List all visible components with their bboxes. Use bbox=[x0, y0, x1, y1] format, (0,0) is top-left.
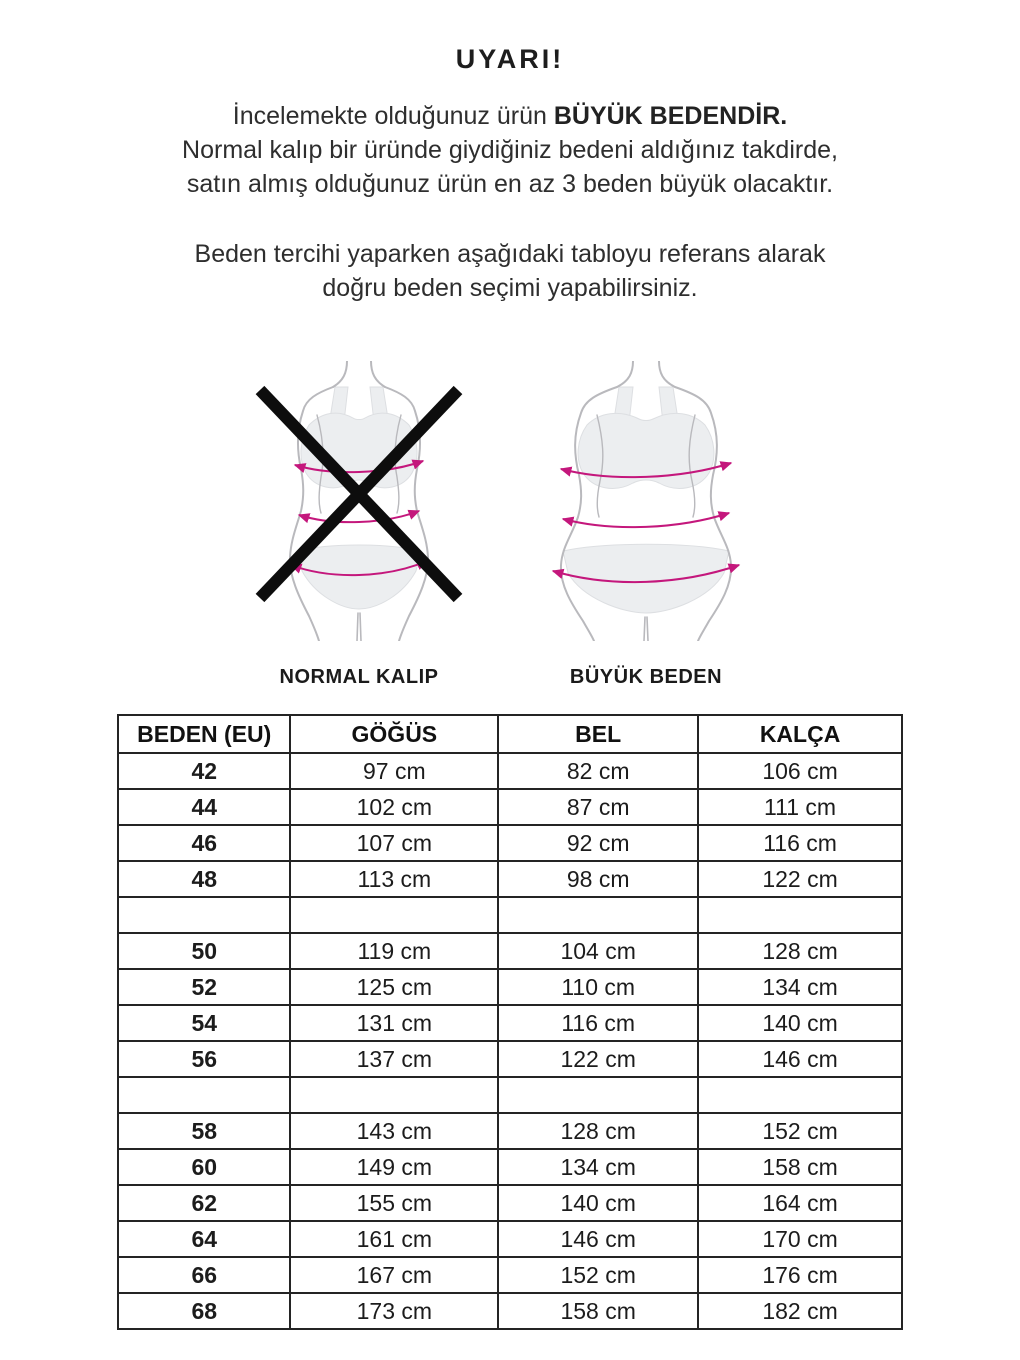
table-cell: 173 cm bbox=[290, 1293, 498, 1329]
table-row bbox=[118, 969, 902, 1005]
table-cell bbox=[498, 1077, 698, 1113]
table-cell: 56 bbox=[118, 1041, 290, 1077]
table-cell: 140 cm bbox=[698, 1005, 902, 1041]
table-cell: 42 bbox=[118, 753, 290, 789]
table-cell: 62 bbox=[118, 1185, 290, 1221]
table-cell: 131 cm bbox=[290, 1005, 498, 1041]
table-cell: 116 cm bbox=[498, 1005, 698, 1041]
table-row bbox=[118, 1149, 902, 1185]
table-cell: 167 cm bbox=[290, 1257, 498, 1293]
table-cell: 64 bbox=[118, 1221, 290, 1257]
table-cell: 106 cm bbox=[698, 753, 902, 789]
plus-size-figure-illustration bbox=[541, 361, 751, 646]
table-cell: 122 cm bbox=[698, 861, 902, 897]
table-cell: 140 cm bbox=[498, 1185, 698, 1221]
plus-size-column bbox=[541, 361, 751, 689]
table-cell: 46 bbox=[118, 825, 290, 861]
normal-fit-column bbox=[269, 361, 449, 689]
table-cell: 158 cm bbox=[498, 1293, 698, 1329]
table-cell: 164 cm bbox=[698, 1185, 902, 1221]
column-header: KALÇA bbox=[698, 715, 902, 753]
size-table-body bbox=[118, 753, 902, 1329]
table-row bbox=[118, 789, 902, 825]
table-row bbox=[118, 1221, 902, 1257]
table-cell: 104 cm bbox=[498, 933, 698, 969]
figure-comparison bbox=[0, 361, 1020, 687]
table-cell: 60 bbox=[118, 1149, 290, 1185]
table-cell: 97 cm bbox=[290, 753, 498, 789]
page-title: UYARI! bbox=[455, 44, 565, 74]
table-cell: 66 bbox=[118, 1257, 290, 1293]
table-cell bbox=[498, 897, 698, 933]
table-cell: 134 cm bbox=[498, 1149, 698, 1185]
table-cell: 58 bbox=[118, 1113, 290, 1149]
normal-fit-body-icon bbox=[269, 361, 449, 641]
table-row bbox=[118, 1293, 902, 1329]
table-row bbox=[118, 861, 902, 897]
intro-paragraph bbox=[0, 99, 1020, 201]
column-header: BEDEN (EU) bbox=[118, 715, 290, 753]
spacer-row bbox=[118, 897, 902, 933]
table-cell: 161 cm bbox=[290, 1221, 498, 1257]
table-cell: 52 bbox=[118, 969, 290, 1005]
column-header: GÖĞÜS bbox=[290, 715, 498, 753]
normal-fit-label: NORMAL KALIP bbox=[279, 666, 439, 688]
intro-line1-bold: BÜYÜK BEDENDİR. bbox=[553, 102, 788, 130]
table-cell bbox=[698, 1077, 902, 1113]
table-cell: 146 cm bbox=[698, 1041, 902, 1077]
size-table-header-row bbox=[118, 715, 902, 753]
spacer-row bbox=[118, 1077, 902, 1113]
table-row bbox=[118, 1113, 902, 1149]
table-cell: 149 cm bbox=[290, 1149, 498, 1185]
table-cell bbox=[290, 1077, 498, 1113]
intro-line2: Normal kalıp bir üründe giydiğiniz bedeni aldığınız takdirde, bbox=[182, 136, 838, 164]
table-row bbox=[118, 825, 902, 861]
normal-fit-figure-illustration bbox=[269, 361, 449, 646]
table-cell: 128 cm bbox=[498, 1113, 698, 1149]
table-cell: 152 cm bbox=[498, 1257, 698, 1293]
intro-line1-normal: İncelemekte olduğunuz ürün bbox=[232, 102, 554, 130]
table-cell: 92 cm bbox=[498, 825, 698, 861]
table-row bbox=[118, 1041, 902, 1077]
table-cell: 54 bbox=[118, 1005, 290, 1041]
table-cell: 137 cm bbox=[290, 1041, 498, 1077]
size-table-section bbox=[0, 714, 1020, 1330]
table-row bbox=[118, 1185, 902, 1221]
table-cell: 146 cm bbox=[498, 1221, 698, 1257]
table-cell: 110 cm bbox=[498, 969, 698, 1005]
table-cell: 125 cm bbox=[290, 969, 498, 1005]
table-cell: 170 cm bbox=[698, 1221, 902, 1257]
guide-paragraph bbox=[0, 237, 1020, 305]
table-cell: 113 cm bbox=[290, 861, 498, 897]
table-cell: 122 cm bbox=[498, 1041, 698, 1077]
table-cell bbox=[118, 897, 290, 933]
table-cell: 87 cm bbox=[498, 789, 698, 825]
table-cell: 107 cm bbox=[290, 825, 498, 861]
table-cell: 82 cm bbox=[498, 753, 698, 789]
intro-line3: satın almış olduğunuz ürün en az 3 beden büyük olacaktır. bbox=[186, 170, 834, 198]
table-cell: 134 cm bbox=[698, 969, 902, 1005]
table-cell: 102 cm bbox=[290, 789, 498, 825]
table-cell: 143 cm bbox=[290, 1113, 498, 1149]
table-cell: 44 bbox=[118, 789, 290, 825]
table-cell: 155 cm bbox=[290, 1185, 498, 1221]
table-cell: 119 cm bbox=[290, 933, 498, 969]
table-cell: 182 cm bbox=[698, 1293, 902, 1329]
size-table bbox=[117, 714, 903, 1330]
waist-measure-arrow bbox=[299, 511, 419, 522]
table-cell: 50 bbox=[118, 933, 290, 969]
plus-size-label: BÜYÜK BEDEN bbox=[569, 666, 723, 688]
table-cell: 176 cm bbox=[698, 1257, 902, 1293]
table-row bbox=[118, 753, 902, 789]
table-row bbox=[118, 933, 902, 969]
table-cell: 98 cm bbox=[498, 861, 698, 897]
table-cell bbox=[698, 897, 902, 933]
table-row bbox=[118, 1005, 902, 1041]
table-cell bbox=[118, 1077, 290, 1113]
table-cell bbox=[290, 897, 498, 933]
guide-line2: doğru beden seçimi yapabilirsiniz. bbox=[322, 274, 698, 302]
table-row bbox=[118, 1257, 902, 1293]
guide-line1: Beden tercihi yaparken aşağıdaki tabloyu referans alarak bbox=[194, 240, 826, 268]
table-cell: 152 cm bbox=[698, 1113, 902, 1149]
table-cell: 128 cm bbox=[698, 933, 902, 969]
waist-measure-arrow bbox=[563, 513, 729, 527]
table-cell: 158 cm bbox=[698, 1149, 902, 1185]
table-cell: 48 bbox=[118, 861, 290, 897]
plus-size-body-icon bbox=[541, 361, 751, 641]
table-cell: 68 bbox=[118, 1293, 290, 1329]
column-header: BEL bbox=[498, 715, 698, 753]
table-cell: 111 cm bbox=[698, 789, 902, 825]
table-cell: 116 cm bbox=[698, 825, 902, 861]
